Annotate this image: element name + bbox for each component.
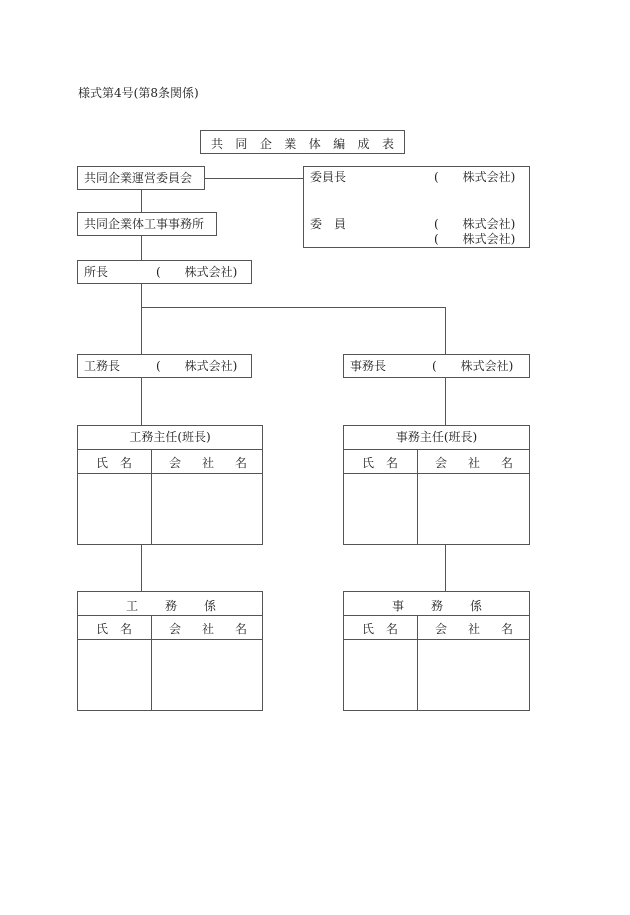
col-header-name <box>96 454 132 471</box>
connector-line <box>141 236 142 260</box>
committee-box <box>77 166 205 190</box>
col-char: 会 <box>435 456 448 470</box>
col-char: 社 <box>201 622 214 636</box>
col-header-company <box>435 454 513 471</box>
col-header-name <box>362 454 398 471</box>
title-char: 表 <box>381 137 394 151</box>
title-char: 係 <box>203 599 216 613</box>
col-header-company <box>169 620 247 637</box>
table-title <box>392 597 482 614</box>
col-char: 氏 <box>362 622 375 636</box>
member-company-1: ( 株式会社) <box>434 217 516 231</box>
construction-chief-box <box>77 354 252 378</box>
committee-members-box <box>303 166 530 248</box>
col-char: 名 <box>119 456 132 470</box>
office-name: 共同企業体工事事務所 <box>84 217 205 231</box>
company-cell[interactable] <box>418 640 529 710</box>
page-title <box>211 135 394 152</box>
col-char: 名 <box>500 622 513 636</box>
table-title: 工務主任(班長) <box>129 430 211 444</box>
table-divider <box>78 615 262 616</box>
name-cell[interactable] <box>78 474 151 544</box>
title-char: 共 <box>211 137 224 151</box>
connector-line <box>445 545 446 591</box>
name-cell[interactable] <box>344 474 417 544</box>
table-divider <box>78 449 262 450</box>
construction-lead-table <box>77 425 263 545</box>
col-header-company <box>169 454 247 471</box>
director-company: ( 株式会社) <box>156 265 238 279</box>
col-char: 氏 <box>362 456 375 470</box>
col-char: 名 <box>234 622 247 636</box>
col-char: 名 <box>385 622 398 636</box>
construction-staff-table <box>77 591 263 711</box>
table-title: 事務主任(班長) <box>395 430 478 444</box>
connector-line <box>445 378 446 425</box>
member-company-2: ( 株式会社) <box>434 232 516 246</box>
connector-line <box>141 190 142 212</box>
col-char: 会 <box>169 456 182 470</box>
col-char: 名 <box>234 456 247 470</box>
director-label: 所長 <box>84 265 109 279</box>
company-cell[interactable] <box>152 474 262 544</box>
title-char: 務 <box>430 599 443 613</box>
title-box <box>200 130 405 154</box>
col-char: 会 <box>435 622 448 636</box>
title-char: 業 <box>284 137 297 151</box>
connector-line <box>141 284 142 354</box>
title-char: 体 <box>308 137 321 151</box>
title-char: 企 <box>259 137 272 151</box>
table-divider <box>344 449 529 450</box>
name-cell[interactable] <box>78 640 151 710</box>
col-char: 社 <box>201 456 214 470</box>
connector-line <box>205 178 304 179</box>
admin-chief-company: ( 株式会社) <box>432 359 514 373</box>
col-char: 氏 <box>96 456 109 470</box>
company-cell[interactable] <box>152 640 262 710</box>
office-box <box>77 212 217 236</box>
title-char: 係 <box>469 599 482 613</box>
name-cell[interactable] <box>344 640 417 710</box>
title-char: 務 <box>164 599 177 613</box>
connector-line <box>141 378 142 425</box>
col-char: 社 <box>467 456 480 470</box>
connector-line <box>445 307 446 354</box>
table-divider <box>344 615 529 616</box>
col-header-name <box>96 620 132 637</box>
construction-chief-label: 工務長 <box>84 359 121 373</box>
admin-lead-table <box>343 425 530 545</box>
col-char: 会 <box>169 622 182 636</box>
col-char: 氏 <box>96 622 109 636</box>
title-char: 編 <box>333 137 346 151</box>
admin-chief-label: 事務長 <box>350 359 387 373</box>
chair-company: ( 株式会社) <box>434 170 516 184</box>
title-char: 同 <box>235 137 248 151</box>
member-label: 委 員 <box>310 217 347 231</box>
title-char: 成 <box>357 137 370 151</box>
form-number: 様式第4号(第8条関係) <box>78 86 199 100</box>
col-header-name <box>362 620 398 637</box>
table-title <box>126 597 216 614</box>
col-char: 名 <box>500 456 513 470</box>
committee-name: 共同企業運営委員会 <box>84 171 193 185</box>
title-char: 工 <box>126 599 139 613</box>
connector-line <box>141 545 142 591</box>
company-cell[interactable] <box>418 474 529 544</box>
chair-label: 委員長 <box>310 170 347 184</box>
construction-chief-company: ( 株式会社) <box>156 359 238 373</box>
col-char: 名 <box>119 622 132 636</box>
admin-chief-box <box>343 354 530 378</box>
admin-staff-table <box>343 591 530 711</box>
col-char: 名 <box>385 456 398 470</box>
col-header-company <box>435 620 513 637</box>
connector-line <box>141 307 445 308</box>
title-char: 事 <box>392 599 405 613</box>
director-box <box>77 260 252 284</box>
col-char: 社 <box>467 622 480 636</box>
